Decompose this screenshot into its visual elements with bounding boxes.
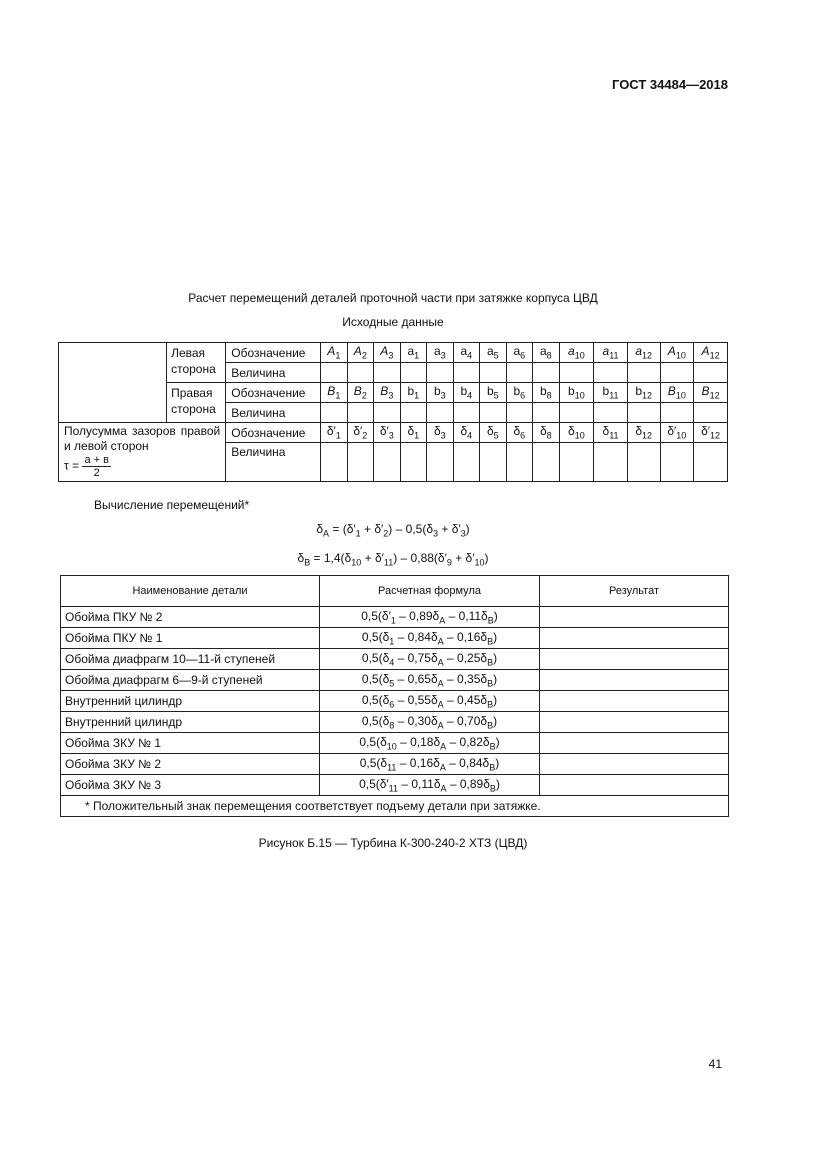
symbol-left-9: $a_{10}$ <box>559 343 594 363</box>
symbol-left-10: $a_{11}$ <box>594 343 628 363</box>
part-formula: $0,5(\delta_5 - 0,65\delta_A - 0,35\delta_B)$ <box>320 670 540 691</box>
symbol-delta-12: $\delta'_{10}$ <box>660 423 694 443</box>
part-name: Внутренний цилиндр <box>61 712 320 733</box>
column-header-part: Наименование детали <box>61 576 320 607</box>
value-cell[interactable] <box>400 403 427 423</box>
part-formula: $0,5(\delta_8 - 0,30\delta_A - 0,70\delta_B)$ <box>320 712 540 733</box>
symbol-delta-10: $\delta_{11}$ <box>594 423 628 443</box>
value-cell[interactable] <box>660 363 694 383</box>
symbol-left-5: $a_4$ <box>453 343 480 363</box>
value-cell[interactable] <box>506 363 533 383</box>
half-sum-label: Полусумма зазоров правой и левой сторон <box>64 424 221 453</box>
value-label: Величина <box>226 403 321 423</box>
left-side-label: Левая сторона <box>167 343 226 383</box>
value-cell[interactable] <box>427 403 454 423</box>
symbol-delta-13: $\delta'_{12}$ <box>694 423 728 443</box>
part-result[interactable] <box>540 691 729 712</box>
value-label: Величина <box>226 443 321 482</box>
value-cell[interactable] <box>427 363 454 383</box>
value-cell[interactable] <box>594 363 628 383</box>
symbol-left-13: $A_{12}$ <box>694 343 728 363</box>
value-cell[interactable] <box>506 443 533 482</box>
calc-title: Расчет перемещений деталей проточной части при затяжке корпуса ЦВД <box>188 291 598 305</box>
value-cell[interactable] <box>694 363 728 383</box>
table-row <box>61 607 729 628</box>
tau-numerator: a + в <box>84 454 109 466</box>
symbol-right-13: $B_{12}$ <box>694 383 728 403</box>
symbol-delta-5: $\delta_4$ <box>453 423 480 443</box>
part-name: Обойма ЗКУ № 1 <box>61 733 320 754</box>
part-name: Внутренний цилиндр <box>61 691 320 712</box>
value-cell[interactable] <box>374 403 401 423</box>
results-header-row <box>61 576 729 607</box>
symbol-right-0: $B_1$ <box>321 383 348 403</box>
part-formula: $0,5(\delta_1 - 0,84\delta_A - 0,16\delta_B)$ <box>320 628 540 649</box>
symbol-right-7: $b_6$ <box>506 383 533 403</box>
value-cell[interactable] <box>374 363 401 383</box>
symbol-right-3: $b_1$ <box>400 383 427 403</box>
part-name: Обойма ЗКУ № 3 <box>61 775 320 796</box>
table-row <box>61 712 729 733</box>
designation-label: Обозначение <box>226 343 321 363</box>
table-row <box>61 670 729 691</box>
value-cell[interactable] <box>694 443 728 482</box>
part-result[interactable] <box>540 628 729 649</box>
results-table <box>60 575 729 817</box>
symbol-right-5: $b_4$ <box>453 383 480 403</box>
part-name: Обойма ЗКУ № 2 <box>61 754 320 775</box>
symbol-right-9: $b_{10}$ <box>559 383 594 403</box>
tau-formula <box>64 454 220 479</box>
table-row <box>61 649 729 670</box>
footnote-row <box>61 796 729 817</box>
calc-label: Вычисление перемещений* <box>94 498 250 512</box>
right-side-label: Правая сторона <box>167 383 226 423</box>
value-cell[interactable] <box>321 403 348 423</box>
value-cell[interactable] <box>453 443 480 482</box>
value-label: Величина <box>226 363 321 383</box>
value-cell[interactable] <box>374 443 401 482</box>
symbol-right-4: $b_3$ <box>427 383 454 403</box>
value-cell[interactable] <box>347 403 374 423</box>
symbol-delta-0: $\delta'_1$ <box>321 423 348 443</box>
symbol-left-11: $a_{12}$ <box>627 343 660 363</box>
formula-delta-b: $\delta_B = 1,4(\delta_{10} + \delta'_{11}) - 0,88(\delta'_9 + \delta'_{10})$ <box>297 551 489 568</box>
tau-denominator: 2 <box>93 467 100 479</box>
part-result[interactable] <box>540 670 729 691</box>
symbol-right-1: $B_2$ <box>347 383 374 403</box>
value-cell[interactable] <box>660 443 694 482</box>
symbol-delta-7: $\delta_6$ <box>506 423 533 443</box>
part-name: Обойма диафрагм 10—11-й ступеней <box>61 649 320 670</box>
part-name: Обойма диафрагм 6—9-й ступеней <box>61 670 320 691</box>
part-result[interactable] <box>540 712 729 733</box>
symbol-right-2: $B_3$ <box>374 383 401 403</box>
symbol-right-10: $b_{11}$ <box>594 383 628 403</box>
symbol-delta-9: $\delta_{10}$ <box>559 423 594 443</box>
column-header-result: Результат <box>540 576 729 607</box>
value-cell[interactable] <box>559 403 594 423</box>
symbol-left-8: $a_8$ <box>533 343 560 363</box>
value-cell[interactable] <box>533 443 560 482</box>
part-result[interactable] <box>540 754 729 775</box>
value-cell[interactable] <box>453 363 480 383</box>
tau-lhs: τ = <box>64 458 80 473</box>
footnote: * Положительный знак перемещения соответствует подъему детали при затяжке. <box>61 796 729 817</box>
column-header-formula: Расчетная формула <box>320 576 540 607</box>
symbol-right-8: $b_8$ <box>533 383 560 403</box>
empty-corner-cell <box>59 343 167 423</box>
part-name: Обойма ПКУ № 2 <box>61 607 320 628</box>
symbol-left-7: $a_6$ <box>506 343 533 363</box>
symbol-delta-1: $\delta'_2$ <box>347 423 374 443</box>
symbol-delta-6: $\delta_5$ <box>480 423 507 443</box>
half-sum-cell <box>59 423 226 482</box>
symbol-right-11: $b_{12}$ <box>627 383 660 403</box>
value-cell[interactable] <box>506 403 533 423</box>
symbol-left-3: $a_1$ <box>400 343 427 363</box>
value-cell[interactable] <box>453 403 480 423</box>
part-formula: $0,5(\delta'_{11} - 0,11\delta_A - 0,89\delta_B)$ <box>320 775 540 796</box>
value-cell[interactable] <box>627 443 660 482</box>
value-cell[interactable] <box>400 363 427 383</box>
value-cell[interactable] <box>321 443 348 482</box>
table-row <box>61 775 729 796</box>
part-result[interactable] <box>540 607 729 628</box>
value-cell[interactable] <box>559 363 594 383</box>
source-data-table <box>58 342 728 482</box>
delta-designation-row <box>59 423 728 443</box>
figure-caption: Рисунок Б.15 — Турбина К-300-240-2 ХТЗ (ЦВД) <box>258 836 528 850</box>
symbol-left-2: $A_3$ <box>374 343 401 363</box>
designation-label: Обозначение <box>226 423 321 443</box>
value-cell[interactable] <box>660 403 694 423</box>
value-cell[interactable] <box>533 363 560 383</box>
table-row <box>61 691 729 712</box>
part-formula: $0,5(\delta'_1 - 0,89\delta_A - 0,11\delta_B)$ <box>320 607 540 628</box>
value-cell[interactable] <box>559 443 594 482</box>
table-row <box>61 754 729 775</box>
symbol-delta-2: $\delta'_3$ <box>374 423 401 443</box>
value-cell[interactable] <box>480 443 507 482</box>
symbol-left-4: $a_3$ <box>427 343 454 363</box>
part-result[interactable] <box>540 649 729 670</box>
value-cell[interactable] <box>480 403 507 423</box>
designation-label: Обозначение <box>226 383 321 403</box>
value-cell[interactable] <box>533 403 560 423</box>
value-cell[interactable] <box>594 443 628 482</box>
symbol-right-6: $b_5$ <box>480 383 507 403</box>
tau-fraction <box>82 454 111 479</box>
value-cell[interactable] <box>627 363 660 383</box>
value-cell[interactable] <box>480 363 507 383</box>
symbol-left-0: $A_1$ <box>321 343 348 363</box>
value-cell[interactable] <box>321 363 348 383</box>
left-designation-row <box>59 343 728 363</box>
page-number: 41 <box>708 1057 722 1071</box>
document-header: ГОСТ 34484—2018 <box>612 77 728 92</box>
symbol-delta-11: $\delta_{12}$ <box>627 423 660 443</box>
table-row <box>61 733 729 754</box>
value-cell[interactable] <box>347 443 374 482</box>
value-cell[interactable] <box>347 363 374 383</box>
part-result[interactable] <box>540 775 729 796</box>
symbol-delta-3: $\delta_1$ <box>400 423 427 443</box>
symbol-delta-4: $\delta_3$ <box>427 423 454 443</box>
symbol-left-1: $A_2$ <box>347 343 374 363</box>
source-data-title: Исходные данные <box>342 315 444 329</box>
value-cell[interactable] <box>627 403 660 423</box>
part-result[interactable] <box>540 733 729 754</box>
formula-delta-a: $\delta_A = (\delta'_1 + \delta'_2) - 0,5(\delta_3 + \delta'_3)$ <box>316 522 470 539</box>
table-row <box>61 628 729 649</box>
value-cell[interactable] <box>400 443 427 482</box>
symbol-left-6: $a_5$ <box>480 343 507 363</box>
part-formula: $0,5(\delta_{10} - 0,18\delta_A - 0,82\delta_B)$ <box>320 733 540 754</box>
symbol-right-12: $B_{10}$ <box>660 383 694 403</box>
part-formula: $0,5(\delta_6 - 0,55\delta_A - 0,45\delta_B)$ <box>320 691 540 712</box>
part-formula: $0,5(\delta_{11} - 0,16\delta_A - 0,84\delta_B)$ <box>320 754 540 775</box>
value-cell[interactable] <box>694 403 728 423</box>
symbol-left-12: $A_{10}$ <box>660 343 694 363</box>
value-cell[interactable] <box>427 443 454 482</box>
value-cell[interactable] <box>594 403 628 423</box>
symbol-delta-8: $\delta_8$ <box>533 423 560 443</box>
part-name: Обойма ПКУ № 1 <box>61 628 320 649</box>
part-formula: $0,5(\delta_4 - 0,75\delta_A - 0,25\delta_B)$ <box>320 649 540 670</box>
